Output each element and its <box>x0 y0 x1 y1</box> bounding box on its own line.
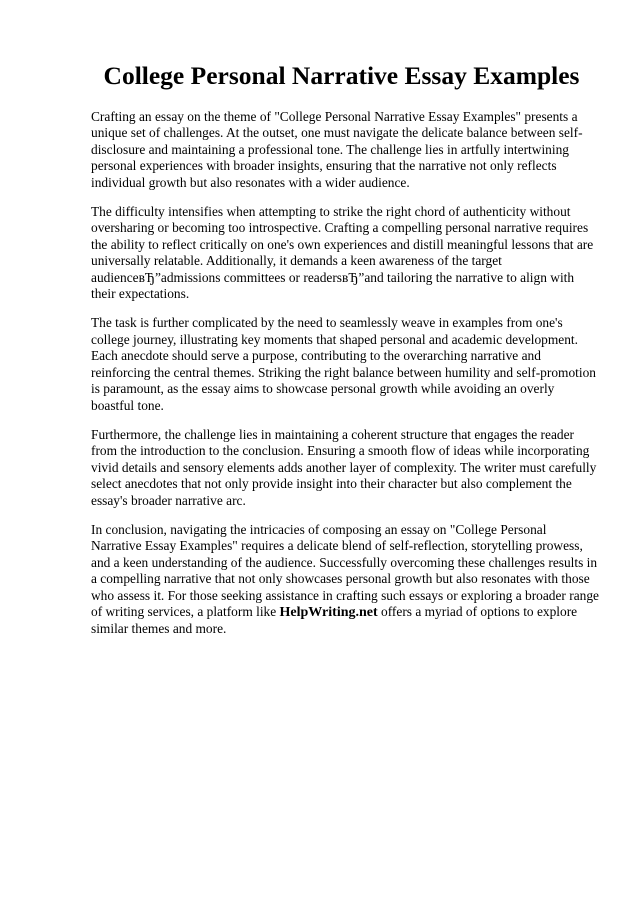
paragraph-2: The difficulty intensifies when attempting to strike the right chord of authenticity without oversharing or becoming too introspective. Crafting a compelling personal narrative requires the ability to reflect critically on one's own experiences and distill meaningful lessons that are universally relatable. Additionally, it demands a keen awareness of the target audienceвЂ”admissions committees or readersвЂ”and tailoring the narrative to align with their expectations. <box>91 204 594 302</box>
document-title: College Personal Narrative Essay Examples <box>103 61 580 90</box>
paragraph-3: The task is further complicated by the need to seamlessly weave in examples from one's college journey, illustrating key moments that shaped personal and academic development. Each anecdote should serve a purpose, contributing to the overarching narrative and reinforcing the central themes. Striking the right balance between humility and self-promotion is paramount, as the essay aims to showcase personal growth while avoiding an overly boastful tone. <box>91 315 596 413</box>
paragraph-1: Crafting an essay on the theme of "College Personal Narrative Essay Examples" presents a unique set of challenges. At the outset, one must navigate the delicate balance between self-disclosure and maintaining a professional tone. The challenge lies in artfully intertwining personal experiences with broader insights, ensuring that the narrative not only reflects individual growth but also resonates with a wider audience. <box>91 109 583 190</box>
paragraph-4: Furthermore, the challenge lies in maintaining a coherent structure that engages the reader from the introduction to the conclusion. Ensuring a smooth flow of ideas while incorporating vivid details and sensory elements adds another layer of complexity. The writer must carefully select anecdotes that not only provide insight into their character but also complement the essay's broader narrative arc. <box>91 426 597 508</box>
paragraph-5-text-after-link: offers a myriad of options to explore similar themes and more. <box>91 603 578 637</box>
paragraph-5 <box>91 522 599 638</box>
paragraph-5-text-before-link: In conclusion, navigating the intricacies of composing an essay on "College Personal Narrative Essay Examples" requires a delicate blend of self-reflection, storytelling prowess, and a keen understanding of the audience. Successfully overcoming these challenges results in a compelling narrative that not only showcases personal growth but also resonates with those who assess it. For those seeking assistance in crafting such essays or exploring a broader range of writing services, a platform like <box>91 521 599 619</box>
helpwriting-link[interactable]: HelpWriting.net <box>279 604 378 620</box>
